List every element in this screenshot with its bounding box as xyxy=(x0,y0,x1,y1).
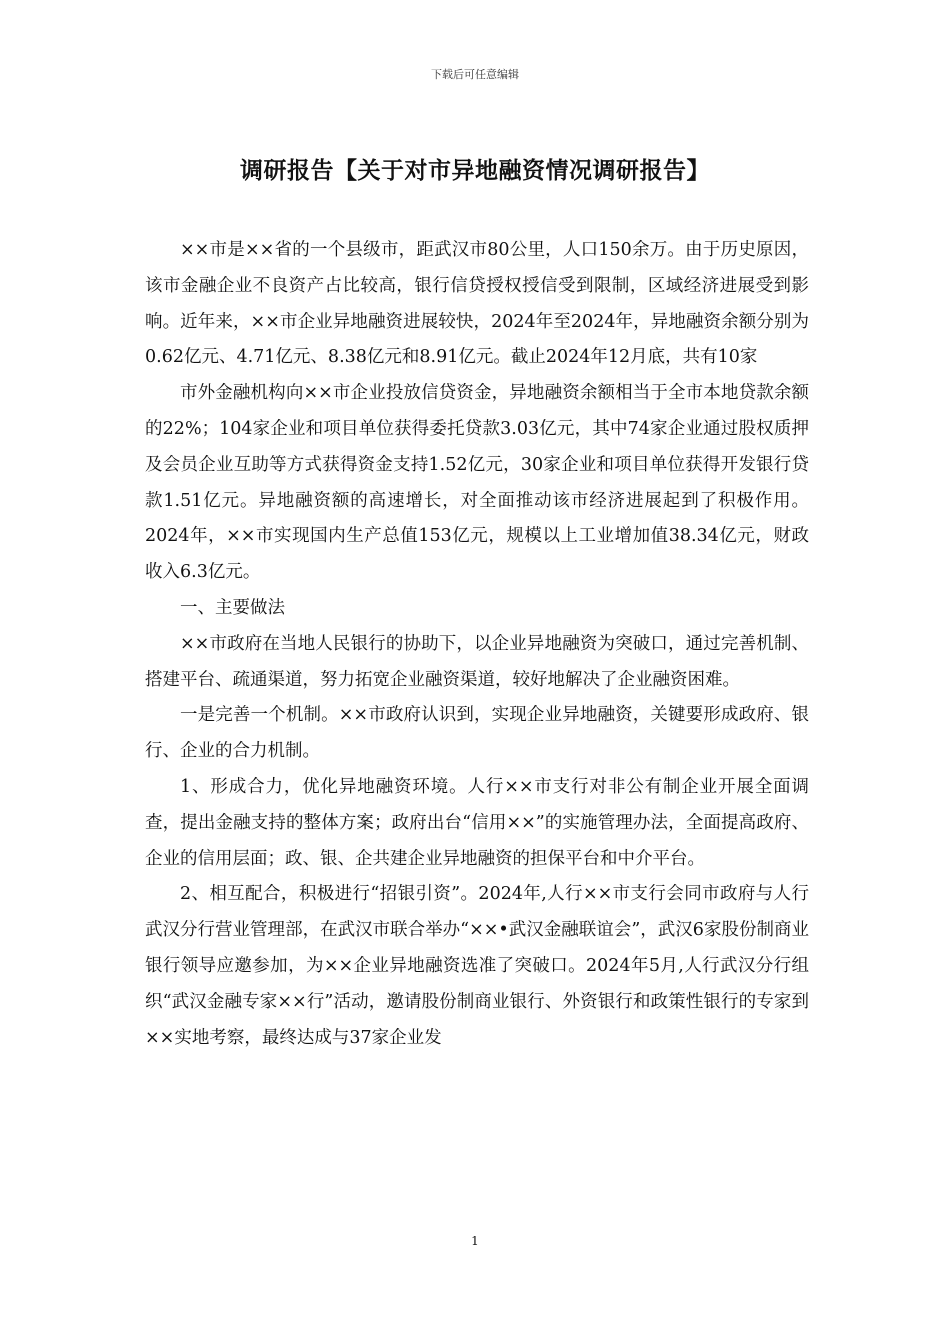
paragraph-4: 一是完善一个机制。××市政府认识到，实现企业异地融资，关键要形成政府、银行、企业的合力机制。 xyxy=(145,705,809,762)
document-title: 调研报告【关于对市异地融资情况调研报告】 xyxy=(240,158,710,184)
section-heading-main-practices: 一、主要做法 xyxy=(180,597,285,618)
paragraph-3: ××市政府在当地人民银行的协助下，以企业异地融资为突破口，通过完善机制、搭建平台、疏通渠道，努力拓宽企业融资渠道，较好地解决了企业融资困难。 xyxy=(145,633,809,690)
paragraph-5: 1、形成合力，优化异地融资环境。人行××市支行对非公有制企业开展全面调查，提出金融支持的整体方案；政府出台“信用××”的实施管理办法，全面提高政府、企业的信用层面；政、银、企共建企业异地融资的担保平台和中介平台。 xyxy=(145,776,809,869)
header-note: 下载后可任意编辑 xyxy=(431,68,519,81)
paragraph-2: 市外金融机构向××市企业投放信贷资金，异地融资余额相当于全市本地贷款余额的22%；104家企业和项目单位获得委托贷款3.03亿元，其中74家企业通过股权质押及会员企业互助等方式获得资金支持1.52亿元，30家企业和项目单位获得开发银行贷款1.51亿元。异地融资额的高速增长，对全面推动该市经济进展起到了积极作用。2024年，××市实现国内生产总值153亿元，规模以上工业增加值38.34亿元，财政收入6.3亿元。 xyxy=(145,383,809,583)
page-number: 1 xyxy=(471,1234,479,1248)
paragraph-6: 2、相互配合，积极进行“招银引资”。2024年,人行××市支行会同市政府与人行武汉分行营业管理部，在武汉市联合举办“××•武汉金融联谊会”，武汉6家股份制商业银行领导应邀参加，为××企业异地融资选准了突破口。2024年5月,人行武汉分行组织“武汉金融专家××行”活动，邀请股份制商业银行、外资银行和政策性银行的专家到××实地考察，最终达成与37家企业发 xyxy=(145,884,809,1048)
paragraph-1: ××市是××省的一个县级市，距武汉市80公里，人口150余万。由于历史原因，该市金融企业不良资产占比较高，银行信贷授权授信受到限制，区域经济进展受到影响。近年来，××市企业异地融资进展较快，2024年至2024年，异地融资余额分别为0.62亿元、4.71亿元、8.38亿元和8.91亿元。截止2024年12月底，共有10家 xyxy=(145,240,809,368)
document-body xyxy=(145,233,809,1056)
